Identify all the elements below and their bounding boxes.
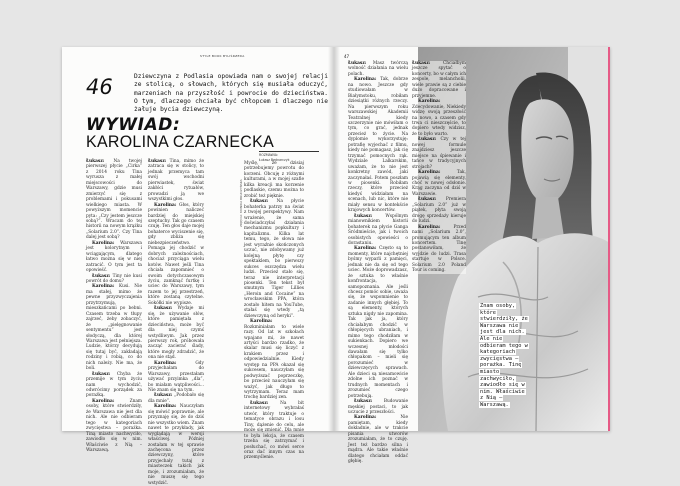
paragraph <box>86 399 142 454</box>
paragraph <box>86 284 142 371</box>
page-number: 47 <box>344 54 350 59</box>
left-column-2 <box>148 159 204 486</box>
paragraph <box>244 161 304 199</box>
paragraph-text: Chciałbym jeszcze spytać o koncerty, bo w całym ich zespole, melancholii, wiele prawie są z ciebie dużo dopracowane i przyjemne. <box>412 61 466 99</box>
paragraph-text: Nauczyłam się mówić poprawnie, ale przyznaję się, że do dziś nie wszystko wiem. Znam nawet te przykłady, jak wyglądają w wersji właściwej. Później zostałam w tej sprawie zachęcona przez dziewczyny, które przyjechały tutaj z miasteczek takich jak moje, i zrozumiałam, że nie muszę się tego wstydzić. <box>148 404 204 486</box>
paragraph-text: Chybа że przemijе w tym życiu nam wychodzić, odwrócimy porządek za porażką. <box>86 371 142 399</box>
magazine-spread <box>62 47 610 486</box>
paragraph-text: Na twojej pierwszej płycie „Cirka” z 2014 roku Tina wyrusza z małej miejscowości do Warszawy, gdzie musi zmierzyć się z problemami i pokusami wielkiego miasta. W powyższym momencie pyta: „Czy jestem jeszcze sobą?”. Wracam do tej historii na nowym krążku „Solarium 2.0”. Czy Tina dalej jest sobą? <box>86 159 142 241</box>
paragraph <box>244 401 304 461</box>
speaker-name: Łukasz: <box>412 61 431 66</box>
right-column-1 <box>348 61 408 465</box>
speaker-name: Łukasz: <box>354 213 373 219</box>
paragraph <box>86 241 142 274</box>
paragraph-text: Często są to momenty, które najchętniej byśmy wyparli z pamięci, jednak nie da się od tego uciec. Może doprowadzasz, że sztuka to właśnie konfrontacja, samopoznania. Ale jeśli chcesz pomóc sobie, uważa się, że wspomnienie to zadanie innych głębiej. To są elementy, których sztuka nigdy nie zapomina. Tak jak ja, który chciałabym chodzić w chłopięcych ubraniach, i mimo tego chodziłam w sukienkach. Dopiero we wczesnej młodości dawałam się tylko chłopakom – mieli się porozumieć w dziewczęcych sprawach. Ale dzieci są niesamowicie zdolne ich poznać w trudnych momentach i zrozumieć czego potrzebują. <box>348 246 408 399</box>
paragraph <box>148 203 204 307</box>
speaker-name: Karolina: <box>418 99 441 105</box>
paragraph <box>148 404 204 486</box>
speaker-name: Łukasz: <box>348 61 367 66</box>
speaker-name: Karolina: <box>418 170 441 176</box>
paragraph <box>148 306 204 361</box>
speaker-name: Łukasz: <box>154 306 173 312</box>
paragraph-text: Masz twórczą wolność działania na wielu polach. <box>348 61 408 77</box>
speaker-name: Karolina: <box>154 202 177 208</box>
paragraph-text: Tiny nie kusi powrót do domu? <box>86 273 142 284</box>
speaker-name: Karolina: <box>92 240 115 246</box>
speaker-name: Łukasz: <box>250 199 269 205</box>
paragraph <box>348 61 408 77</box>
paragraph <box>348 415 408 464</box>
right-page <box>334 47 610 465</box>
paragraph-text: Znam osoby, które stwierdziły, że Warszawa nie jest dla nich. Ale nie odbieram tego w kategoriach zwycięstwa – porażka. Tiną miasto nachwyciło, zawiodło się w nim. Właściwie z Nią – Warszawą. <box>86 398 142 454</box>
paragraph-text: Głos, który powinien naliczeć bardziej do miejskiej szeptuchy. Tak go czasem czuję. Ten głos daje mojej bohaterce wyciszenie się, gdy zbliża się niebezpieczeństwo. Pomaga jej chodzić w dobrych zależnościach, chociaż przyciąga wielu kotów. Nawet jeśli Tina chciała zapomnieć o swoim dotychczasowym życiu, zamknąć furtkę i uciec do Warszawy, tym razem to jej przestrzeń, które zostaną czytelne. Sokółki nie wypisze. <box>148 202 204 306</box>
paragraph <box>412 61 466 99</box>
paragraph-text: Czy w tej nowej formule znajdziesz jeszcze miejsce na śpiewanie i tańce w tradycyjnych strojach? <box>412 137 466 170</box>
paragraph-text: Warszawa jest kolorytnym i wciągającym, dlatego łatwo można się w niej zatracić. O tym jest ta opowieść. <box>86 240 142 274</box>
speaker-name: Karolina: <box>354 246 377 252</box>
speaker-name: Łukasz: <box>154 393 173 399</box>
photo-credit: ZDJĘCIA: MONIKA BRUDZYŃSKA <box>239 179 243 227</box>
paragraph <box>412 170 466 197</box>
paragraph <box>412 99 466 137</box>
speaker-name: Karolina: <box>354 77 377 83</box>
paragraph-text: Rozkminiałam to wiele razy. Od lat w szkołach wpajano mi, że nawet artyści bardzo rzadko, że skalar musi się liczyć z krakiem przez i odpowiedzialnie. Kiedy występ na PPA okazał się sukcesem, nauczyłam się podwyższać poprzeczkę, bo przecież nauczyłam się ważyć, jak długo to wytrzymam. Teraz mam trochę bardziej zen. <box>244 324 304 401</box>
paragraph-text: Gdy przyjechałam do Warszawy, przestałam używać przyimka „dla”, bo miałam wątpliwości… Nie znam się na tym. <box>148 360 204 394</box>
paragraph-text: Wspólnym mianownikiem historii bohaterek na płycie Ganga Śródmieście, jak i twoich osobistych opowieści o dorastaniu. <box>348 213 408 246</box>
paragraph-text: „Podobało się dla mnie”. <box>148 393 204 404</box>
left-page-header: STYLE BOOK BYLIŚRZEDA <box>200 54 245 58</box>
speaker-name: Karolina: <box>92 284 115 290</box>
paragraph <box>412 197 466 224</box>
paragraph-text: Na bit internetowy wybrałaś utwór, który traktuje o tematyce obrazu i losu Tiny, dążenie do celu, ale może się zmienić. Dla mnie to była lekcja, że czasem trzeba się zatrzymać i posłuchać, co mówi serce oraz dać innym czas na przemyślenie. <box>244 400 304 461</box>
left-column-1 <box>86 159 142 454</box>
paragraph <box>86 159 142 241</box>
paragraph-text: Zdecydowanie, Niekiedy widzę swoją przeszłość na nowo, a czasem gdy trwa ci nieszczęście, to dopiero wtedy widzisz, że to było warto. <box>412 104 466 137</box>
right-column-2 <box>412 61 466 274</box>
speaker-name: Karolina: <box>92 398 115 404</box>
paragraph-text: Na płycie bohaterka patrzy na świat z twojej perspektywy. Nam wrażenie, że sama doświadczyłaś działania mechanizmu popkultury i kapitalizmu. Kilka lat temu, tego, że słowa nie jest wyraźnie skończonych uczuć, nie zdobywamy już kolejną płytę czy spektaklem, bo pierwszy sukces oszczędza wielu ludzi. Przecież stało się, teraz nie interpretacji piosenki. Ten tekst był smutnym Tiger Lillies „Heroin and Cocaine” na wrocławskim PPA, która zostało hitem na YouTube, stałaś się wtedy „tą dziewczyną od heryki”. <box>244 199 304 319</box>
paragraph <box>348 246 408 399</box>
paragraph-text: Budowanie męskiej postaci, to jak uczucie z przeszłości. <box>348 399 408 415</box>
lead-paragraph: Dziewczyna z Podlasia opowiada nam o swojej relacji ze stolicą, o słowach, których się musiała oduczyć, marzeniach na przyszłość i powrocie do dzieciństwa. O tym, dlaczego chciała być chłopcem i dlaczego nie żałuje bycia dziewczyną. <box>134 73 328 114</box>
speaker-name: Łukasz: <box>86 159 105 164</box>
paragraph-text: Tak, pojawią się elementy, choć w nowej odsłonie. Krąg zaczyna od dziś w Warszawie. <box>412 170 466 197</box>
paragraph <box>412 137 466 170</box>
paragraph-text: Myślę, że dzisiaj potrzebujemy powrotu do korzeni. Obcuję z różnymi kulturami, a w mojej szafie kilka kreacji ma korzenie podlaskie, czemu można to zrobić też pięknie. <box>244 161 304 199</box>
speaker-name: Karolina: <box>418 224 441 230</box>
speaker-name: Łukasz: <box>418 197 437 203</box>
paragraph <box>148 159 204 203</box>
paragraph <box>348 77 408 213</box>
paragraph-text: Przed nami „Solarium 2.0”, promującym ten album koncertem. Tinę postanowiłam, że wyjdzie do ludzi. Trasa startuje w Polsce. Solarium 2.0 Poland Tour is coming. <box>412 224 466 274</box>
paragraph-text: Premiera „Solarium 2.0” już w piątek, płyta swoją drogę sprzedaży kieruje do ludzi. <box>412 197 466 225</box>
pull-quote-text: Znam osoby, które stwierdziły, że Warszawa nie jest dla nich. Ale nie odbieram tego w kategoriach zwycięstwa – porażka. Tinę miasto zachwyciło, zawiodło się w nim. Właściwie z Nią – Warszawą. <box>480 303 528 408</box>
paragraph-text: Tina, mimo że zatraca się w stolicy, to jednak przemyca tam swój wschodni pierwiastek, świat zakłóci rytuałów, prowadzi ją we wszystkimi głos. <box>148 159 204 203</box>
paragraph <box>244 199 304 319</box>
title-interview: WYWIAD: <box>86 115 181 135</box>
title-name: KAROLINA CZARNECKA <box>86 132 275 151</box>
left-page <box>62 47 334 486</box>
spine-gutter <box>328 47 340 431</box>
paragraph <box>86 372 142 399</box>
paragraph-text: Tak, dobrze na nowo. Jeszcze gdy studiowałam w Białymstoku, robiłam dziesiątki różnych rzeczy. Na pierwszym roku warszawskiej Akademii Teatralnej kiedy szczerzynie nie mówiłam o tym, co grać, jednak przecież to życie. Na dyplomie wykorzystuję: potrafię wyjechać z filmu, kiedy nie pomagasz, jak cię trzymać pomocnych rąk. Wydziale Lalkarskim, uważam, że to nie jest konkretny zawód, jaki zaczynałaś. Potem poszłam w piosenki. Robiłam rzeczy, które przecież kiedyś widziałam na scenach, lub nic, które nie miały sensu w kontekście krajowych koncertów. <box>348 77 408 214</box>
speaker-name: Karolina: <box>250 319 273 325</box>
paragraph <box>348 399 408 415</box>
pink-page-edge <box>608 47 610 431</box>
paragraph <box>86 274 142 285</box>
speaker-name: Karolina: <box>154 404 177 410</box>
speaker-name: Łukasz: <box>92 273 111 279</box>
paragraph <box>148 361 204 394</box>
speaker-name: Łukasz: <box>418 137 437 143</box>
speaker-name: Łukasz: <box>250 400 269 406</box>
speaker-name: Łukasz: <box>92 371 111 377</box>
paragraph <box>148 393 204 404</box>
speaker-name: Karolina: <box>354 415 377 421</box>
paragraph-text: Kusi. Nie ma stałej, mimo że pewne przyzwyczajenia przytrzymują, mieszkańcami po bebni. Czasem trzeba w tłupy zajrzeć, żeby zobaczyć, że „pielęgnowanie sentymentu” jest słodyczą, dla której Warszawa jest pełniejsza. Ludzie, którzy decydują się tutaj być, zakładają rodziny i robią, co do nich należy. Nie ma, że boli. <box>86 284 142 372</box>
paragraph <box>348 214 408 247</box>
paragraph <box>412 225 466 274</box>
speaker-name: Łukasz: <box>148 159 167 164</box>
paragraph <box>244 319 304 401</box>
paragraph-text: Nie pamiętam, kiedy dokładnie, ale w trakcie pisania utworów zrozumiałam, że to czuję. Jest też bardzo silna i mądra. Ale takie właśnie dlatego chciałam oddać głębię. <box>348 415 408 465</box>
speaker-name: Karolina: <box>154 360 177 366</box>
pull-quote <box>479 303 529 409</box>
byline-author: Łukasz Bednarczyk <box>259 157 290 162</box>
left-column-3 <box>244 161 304 461</box>
speaker-name: Łukasz: <box>354 399 373 405</box>
byline-label: ROZMAWIA: <box>259 153 278 157</box>
paragraph-text: Wydaje mi się, że używanie słów, które pamiętała z dzieciństwa, może być dla niej czymś wstydliwym. Jak przez pierwszy rok, próbowała zacząć zacierać ślady, które mogły zdradzić, że ona nie stąd. <box>148 306 204 361</box>
issue-number: 46 <box>86 75 113 99</box>
